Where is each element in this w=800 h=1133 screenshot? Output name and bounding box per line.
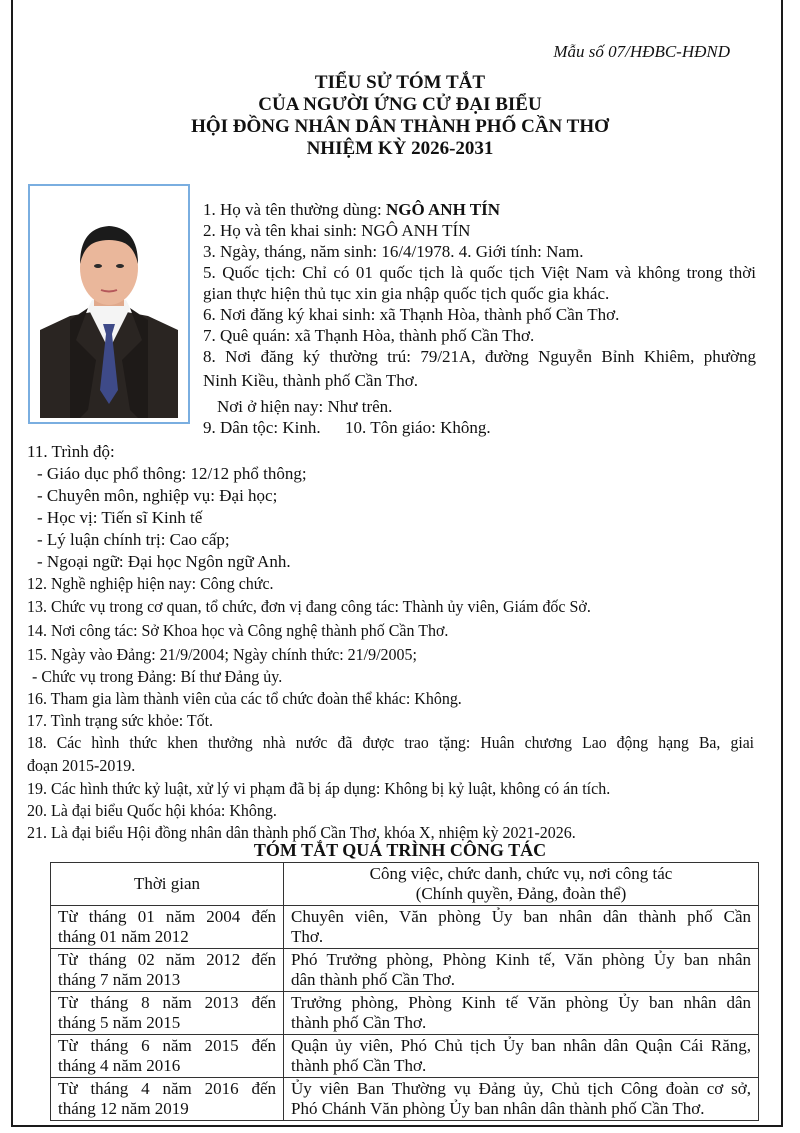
- description-line-2: Thơ.: [291, 927, 324, 946]
- table-row: [51, 992, 759, 1035]
- description-line-1: Ủy viên Ban Thường vụ Đảng ủy, Chủ tịch Công đoàn cơ sở,: [291, 1079, 751, 1098]
- time-line-1: Từ tháng 01 năm 2004 đến: [58, 907, 276, 926]
- item-15-text: 15. Ngày vào Đảng: 21/9/2004; Ngày chính thức: 21/9/2005;: [27, 645, 417, 664]
- education-degree: - Học vị: Tiến sĩ Kinh tế: [37, 508, 203, 527]
- table-row: [51, 906, 759, 949]
- description-line-2: dân thành phố Cần Thơ.: [291, 970, 456, 989]
- table-header-row: [51, 863, 759, 906]
- item-14: [27, 621, 475, 641]
- item-16-text: 16. Tham gia làm thành viên của các tổ chức đoàn thể khác: Không.: [27, 689, 462, 708]
- table-row: [51, 1078, 759, 1121]
- description-cell: [284, 1078, 759, 1121]
- item-17-text: 17. Tình trạng sức khỏe: Tốt.: [27, 711, 214, 730]
- item-17: [27, 711, 225, 731]
- item-18-line-1: [27, 733, 754, 753]
- education-language: - Ngoại ngữ: Đại học Ngôn ngữ Anh.: [37, 552, 291, 571]
- item-21-text: 21. Là đại biểu Hội đồng nhân dân thành phố Cần Thơ, khóa X, nhiệm kỳ 2021-2026.: [27, 823, 576, 842]
- portrait-photo: [40, 220, 178, 418]
- time-line-1: Từ tháng 8 năm 2013 đến: [58, 993, 276, 1012]
- education-political: - Lý luận chính trị: Cao cấp;: [37, 530, 230, 549]
- time-line-2: tháng 4 năm 2016: [58, 1056, 181, 1075]
- column-header-time: [51, 863, 284, 906]
- item-18-line-2: [27, 756, 142, 776]
- time-cell: [51, 1078, 284, 1121]
- education-general: - Giáo dục phổ thông: 12/12 phổ thông;: [37, 464, 307, 483]
- time-cell: [51, 992, 284, 1035]
- description-line-2: thành phố Cần Thơ.: [291, 1013, 427, 1032]
- document-title-line-3: HỘI ĐỒNG NHÂN DÂN THÀNH PHỐ CẦN THƠ: [191, 116, 609, 137]
- item-15-sub: [32, 667, 298, 687]
- time-line-1: Từ tháng 6 năm 2015 đến: [58, 1036, 276, 1055]
- item-14-text: 14. Nơi công tác: Sở Khoa học và Công nghệ thành phố Cần Thơ.: [27, 621, 449, 640]
- item-8-line-2: Ninh Kiều, thành phố Cần Thơ.: [203, 371, 419, 390]
- description-cell: [284, 992, 759, 1035]
- item-1: [203, 200, 500, 220]
- item-16: [27, 689, 490, 709]
- work-history-table: [50, 862, 759, 1121]
- description-line-2: thành phố Cần Thơ.: [291, 1056, 427, 1075]
- column-header-description-line-2: (Chính quyền, Đảng, đoàn thể): [415, 884, 627, 903]
- common-name: NGÔ ANH TÍN: [386, 200, 500, 219]
- table-row: [51, 949, 759, 992]
- item-3-4: 3. Ngày, tháng, năm sinh: 16/4/1978. 4. Giới tính: Nam.: [203, 242, 584, 261]
- description-line-1: Chuyên viên, Văn phòng Ủy ban nhân dân thành phố Cần: [291, 907, 751, 926]
- form-number: Mẫu số 07/HĐBC-HĐND: [553, 42, 730, 61]
- item-5-line-1: 5. Quốc tịch: Chỉ có 01 quốc tịch là quốc tịch Việt Nam và không trong thời: [203, 263, 756, 282]
- item-11-title: 11. Trình độ:: [27, 442, 115, 461]
- column-header-description-line-1: Công việc, chức danh, chức vụ, nơi công tác: [369, 864, 673, 883]
- time-line-1: Từ tháng 4 năm 2016 đến: [58, 1079, 276, 1098]
- document-title-line-1: TIỂU SỬ TÓM TẮT: [314, 72, 486, 93]
- description-line-1: Phó Trưởng phòng, Phòng Kinh tế, Văn phòng Ủy ban nhân: [291, 950, 751, 969]
- time-line-2: tháng 5 năm 2015: [58, 1013, 181, 1032]
- table-row: [51, 1035, 759, 1078]
- description-line-1: Quận ủy viên, Phó Chủ tịch Ủy ban nhân dân Quận Cái Răng,: [291, 1036, 751, 1055]
- description-line-1: Trưởng phòng, Phòng Kinh tế Văn phòng Ủy ban nhân dân: [291, 993, 751, 1012]
- current-residence: Nơi ở hiện nay: Như trên.: [217, 397, 393, 416]
- item-6: 6. Nơi đăng ký khai sinh: xã Thạnh Hòa, thành phố Cần Thơ.: [203, 305, 620, 324]
- description-line-2: Phó Chánh Văn phòng Ủy ban nhân dân thành phố Cần Thơ.: [291, 1099, 705, 1118]
- time-line-1: Từ tháng 02 năm 2012 đến: [58, 950, 276, 969]
- item-13: [27, 597, 627, 617]
- document-title-line-2: CỦA NGƯỜI ỨNG CỬ ĐẠI BIỂU: [258, 94, 542, 115]
- item-19-text: 19. Các hình thức kỷ luật, xử lý vi phạm đã bị áp dụng: Không bị kỷ luật, không có án tích.: [27, 779, 611, 798]
- column-header-time-text: Thời gian: [133, 874, 201, 893]
- description-cell: [284, 949, 759, 992]
- item-12: [27, 574, 289, 594]
- item-13-text: 13. Chức vụ trong cơ quan, tổ chức, đơn vị đang công tác: Thành ủy viên, Giám đốc Sở.: [27, 597, 591, 616]
- work-history-title: TÓM TẮT QUÁ TRÌNH CÔNG TÁC: [253, 840, 547, 860]
- item-8-line-1: 8. Nơi đăng ký thường trú: 79/21A, đường Nguyễn Bỉnh Khiêm, phường: [203, 347, 756, 366]
- item-18-line-1-text: 18. Các hình thức khen thưởng nhà nước đã được trao tặng: Huân chương Lao động hạng Ba, giai: [27, 733, 755, 752]
- description-cell: [284, 906, 759, 949]
- item-15: [27, 645, 442, 665]
- time-cell: [51, 906, 284, 949]
- time-line-2: tháng 7 năm 2013: [58, 970, 181, 989]
- time-cell: [51, 1035, 284, 1078]
- document-title-line-4: NHIỆM KỲ 2026-2031: [306, 138, 494, 159]
- item-20-text: 20. Là đại biểu Quốc hội khóa: Không.: [27, 801, 277, 820]
- portrait-photo-frame: [28, 184, 190, 424]
- item-20: [27, 801, 293, 821]
- education-professional: - Chuyên môn, nghiệp vụ: Đại học;: [37, 486, 278, 505]
- column-header-description: [284, 863, 759, 906]
- item-2: 2. Họ và tên khai sinh: NGÔ ANH TÍN: [203, 221, 471, 240]
- description-cell: [284, 1035, 759, 1078]
- item-12-text: 12. Nghề nghiệp hiện nay: Công chức.: [27, 574, 274, 593]
- item-9: 9. Dân tộc: Kinh.: [203, 418, 321, 437]
- time-line-2: tháng 01 năm 2012: [58, 927, 189, 946]
- item-1-label: 1. Họ và tên thường dùng:: [203, 200, 386, 219]
- item-18-line-2-text: đoạn 2015-2019.: [27, 756, 136, 775]
- party-position: - Chức vụ trong Đảng: Bí thư Đảng ủy.: [32, 667, 283, 686]
- time-line-2: tháng 12 năm 2019: [58, 1099, 189, 1118]
- item-5-line-2: gian thực hiện thủ tục xin gia nhập quốc tịch quốc gia khác.: [203, 284, 610, 303]
- item-10: 10. Tôn giáo: Không.: [345, 418, 491, 437]
- item-19: [27, 779, 647, 799]
- time-cell: [51, 949, 284, 992]
- item-7: 7. Quê quán: xã Thạnh Hòa, thành phố Cần Thơ.: [203, 326, 535, 345]
